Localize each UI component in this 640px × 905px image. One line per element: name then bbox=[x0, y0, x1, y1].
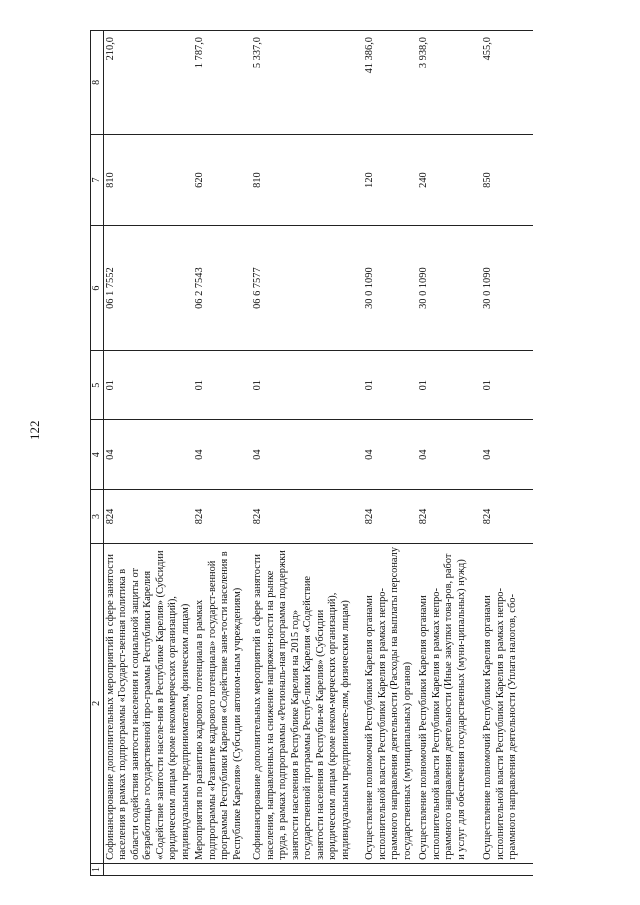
target-article-cell: 06 2 7543 bbox=[193, 226, 251, 351]
section-code-cell: 04 bbox=[481, 420, 533, 489]
row-number-cell bbox=[363, 863, 417, 875]
table-row bbox=[193, 31, 251, 876]
expense-type-cell: 850 bbox=[481, 134, 533, 226]
ministry-code-cell: 824 bbox=[104, 489, 194, 543]
subsection-code-cell: 01 bbox=[417, 350, 481, 419]
expense-type-cell: 620 bbox=[193, 134, 251, 226]
header-col-1: 1 bbox=[91, 863, 104, 875]
section-code-cell: 04 bbox=[104, 420, 194, 489]
description-cell: Софинансирование дополнительных мероприятий в сфере занятости населения в рамках подпрограммы «Государст-венная политика в области содействия занятости населения и социальной защиты от безработицы» государственной про-граммы Республики Карелия «Содействие занятости населе-ния в Республике Карелия» (Субсидии юридическим лицам (кроме некоммерческих организаций), индивидуальным предпринимателям, физическим лицам) bbox=[104, 543, 194, 863]
header-col-4: 4 bbox=[91, 420, 104, 489]
table-row bbox=[251, 31, 363, 876]
table-row bbox=[104, 31, 194, 876]
section-code-cell: 04 bbox=[363, 420, 417, 489]
table-header-row bbox=[91, 31, 104, 876]
ministry-code-cell: 824 bbox=[417, 489, 481, 543]
description-cell: Софинансирование дополнительных мероприятий в сфере занятости населения, направленных на снижение напряжен-ности на рынке труда, в рамках подпрограммы «Региональ-ная программа поддержки занятости населения в Республике Карелия на 2015 год» государственной программы Респуб-лики Карелия «Содействие занятости населения в Республи-ке Карелия» (Субсидии юридическим лицам (кроме неком-мерческих организаций), индивидуальным предпринимате-лям, физическим лицам) bbox=[251, 543, 363, 863]
target-article-cell: 30 0 1090 bbox=[417, 226, 481, 351]
description-cell: Осуществление полномочий Республики Карелия органами исполнительной власти Республики Карелия в рамках непро-граммного направления деятельности (Уплата налогов, сбо- bbox=[481, 543, 533, 863]
row-number-cell bbox=[251, 863, 363, 875]
header-col-3: 3 bbox=[91, 489, 104, 543]
target-article-cell: 30 0 1090 bbox=[481, 226, 533, 351]
header-col-5: 5 bbox=[91, 350, 104, 419]
row-number-cell bbox=[193, 863, 251, 875]
header-col-7: 7 bbox=[91, 134, 104, 226]
ministry-code-cell: 824 bbox=[363, 489, 417, 543]
table-row bbox=[363, 31, 417, 876]
page-number: 122 bbox=[27, 420, 42, 440]
amount-cell: 455,0 bbox=[481, 31, 533, 135]
ministry-code-cell: 824 bbox=[193, 489, 251, 543]
amount-cell: 3 938,0 bbox=[417, 31, 481, 135]
row-number-cell bbox=[104, 863, 194, 875]
subsection-code-cell: 01 bbox=[193, 350, 251, 419]
subsection-code-cell: 01 bbox=[251, 350, 363, 419]
description-cell: Осуществление полномочий Республики Карелия органами исполнительной власти Республики Карелия в рамках непро-граммного направления деятельности (Расходы на выплаты персоналу государственных (муниципальных) органов) bbox=[363, 543, 417, 863]
expense-type-cell: 810 bbox=[251, 134, 363, 226]
target-article-cell: 06 1 7552 bbox=[104, 226, 194, 351]
table-row bbox=[417, 31, 481, 876]
subsection-code-cell: 01 bbox=[363, 350, 417, 419]
amount-cell: 210,0 bbox=[104, 31, 194, 135]
row-number-cell bbox=[481, 863, 533, 875]
amount-cell: 5 337,0 bbox=[251, 31, 363, 135]
row-number-cell bbox=[417, 863, 481, 875]
expense-type-cell: 120 bbox=[363, 134, 417, 226]
ministry-code-cell: 824 bbox=[251, 489, 363, 543]
header-col-2: 2 bbox=[91, 543, 104, 863]
rotated-table-container bbox=[90, 30, 537, 876]
target-article-cell: 06 6 7577 bbox=[251, 226, 363, 351]
table-row bbox=[481, 31, 533, 876]
ministry-code-cell: 824 bbox=[481, 489, 533, 543]
target-article-cell: 30 0 1090 bbox=[363, 226, 417, 351]
description-cell: Мероприятия по развитию кадрового потенциала в рамках подпрограммы «Развитие кадрового потенциала» государст-венной программы Республики Карелия «Содействие заня-тости населения в Республике Карелия» (Субсидии автоном-ным учреждениям) bbox=[193, 543, 251, 863]
description-cell: Осуществление полномочий Республики Карелия органами исполнительной власти Республики Карелия в рамках непро-граммного направления деятельности (Иные закупки това-ров, работ и услуг для обеспечения государственных (муни-ципальных) нужд) bbox=[417, 543, 481, 863]
subsection-code-cell: 01 bbox=[104, 350, 194, 419]
header-col-8: 8 bbox=[91, 31, 104, 135]
budget-table bbox=[90, 30, 533, 876]
amount-cell: 1 787,0 bbox=[193, 31, 251, 135]
header-col-6: 6 bbox=[91, 226, 104, 351]
section-code-cell: 04 bbox=[251, 420, 363, 489]
subsection-code-cell: 01 bbox=[481, 350, 533, 419]
section-code-cell: 04 bbox=[193, 420, 251, 489]
section-code-cell: 04 bbox=[417, 420, 481, 489]
expense-type-cell: 810 bbox=[104, 134, 194, 226]
amount-cell: 41 386,0 bbox=[363, 31, 417, 135]
expense-type-cell: 240 bbox=[417, 134, 481, 226]
